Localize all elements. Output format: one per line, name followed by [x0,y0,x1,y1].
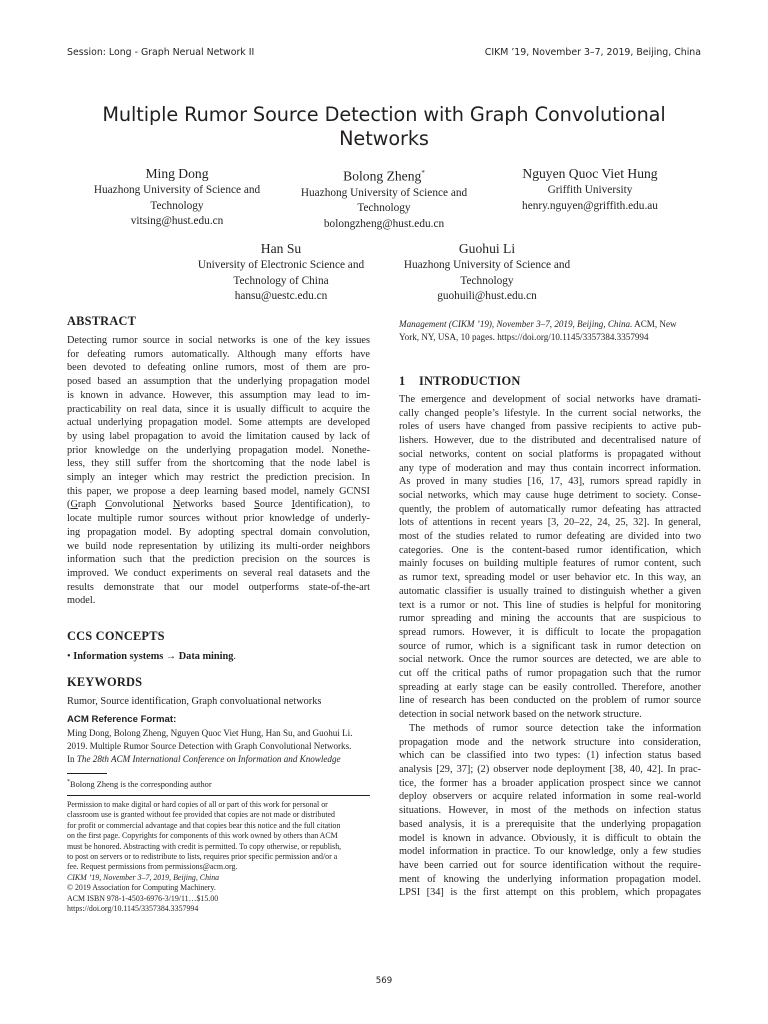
text-line: we build node representation by utilizing its multi-order neighbors [67,540,370,552]
permission-text [67,800,370,873]
text-line: (Graph Convolutional Networks based Source Identification), to [67,499,370,511]
author-name: Nguyen Quoc Viet Hung [522,166,658,181]
ccs-item-information-systems: Information systems [73,651,164,662]
footnote-rule [67,773,107,774]
author-affiliation: Technology [460,274,514,287]
text-line: which can be classified into two types: (1) infection status based [399,750,701,762]
author-email[interactable]: hansu@uestc.edu.cn [234,290,328,303]
author-affiliation: Technology of China [233,274,329,287]
running-header [67,47,701,61]
author-block [284,165,484,232]
author-affiliation: Huazhong University of Science and [300,186,468,199]
permission-conference: CIKM ’19, November 3–7, 2019, Beijing, China [67,872,220,882]
ccs-section [67,629,370,664]
text-line: for defeating rumors automatically. Although many efforts have [67,348,370,360]
permission-isbn: ACM ISBN 978-1-4503-6976-3/19/11…$15.00 [67,893,219,903]
acm-reference-format [67,714,370,766]
corresponding-author-mark: * [421,169,425,177]
text-line: Detecting rumor source in social networks is one of the key issues [67,335,370,346]
author-affiliation: Griffith University [547,184,633,196]
ccs-arrow: → [165,651,177,662]
text-line: LPSI [34] is the first attempt on this problem, which propagates [399,887,701,899]
text-line: ment of knowing the underlying information propagation model. [399,873,701,885]
abstract-section [67,314,370,608]
text-line: lishers. However, due to the distributed and decentralised nature of [399,435,701,447]
header-session: Session: Long - Graph Nerual Network II [67,47,255,58]
text-line: practicability on real data, since it is usually difficult to acquire the [67,403,370,415]
text-line: most of the studies related to rumor defeating are divided into two [399,531,701,543]
introduction-heading: 1 INTRODUCTION [399,374,521,388]
ccs-bullet: • [67,651,71,662]
text-line: less, they still suffer from the shortcoming that the node label is [67,458,370,470]
text-line: improved. We conduct experiments on several real datasets and the [67,567,370,579]
author-name: Guohui Li [458,241,516,256]
acm-reference-heading: ACM Reference Format: [67,714,177,725]
text-line: results demonstrate that our model outperforms state-of-the-art [67,581,370,593]
text-line: deploy observers or acquire related information in some real-world [399,791,701,803]
text-line: ing propagation model. By adopting spectral domain convolution, [67,526,370,538]
text-line: prior knowledge on the underlying propagation model. Nonethe- [67,444,370,456]
text-line: detection in social network based on the network structure. [399,709,642,721]
text-line: Permission to make digital or hard copies of all or part of this work for personal or [67,800,328,809]
header-conference: CIKM ’19, November 3–7, 2019, Beijing, China [484,47,701,58]
text-line: model is known in advance. Obviously, it is difficult to obtain the [399,832,701,844]
author-email[interactable]: bolongzheng@hust.edu.cn [323,217,445,230]
keywords-section [67,675,370,709]
text-line: rumor spreading and mining the accounts that are suspicious to [399,613,701,625]
text-line: source of rumor, which is a significant task in rumor detection on [399,640,701,652]
abstract-text [67,334,370,608]
acm-reference-text: Ming Dong, Bolong Zheng, Nguyen Quoc Viet Hung, Han Su, and Guohui Li. 2019. Multiple Rumor Source Detection with Graph Convolutional Networks. In The 28th ACM International Conference on Information and Knowledge [67,728,353,764]
text-line: quently, the problem of automatically rumor defeating has attracted [399,503,701,515]
text-line: lots of attentions in recent years [3, 20–22, 24, 25, 32]. In general, [399,517,701,529]
text-line: for profit or commercial advantage and that copies bear this notice and the full citation [67,820,341,830]
text-line: The methods of rumor source detection take the information [409,722,701,734]
footnote [67,777,370,790]
text-line: model. [67,595,96,607]
text-line: cut off the critical paths of rumor propagation such that the rumor [399,668,701,680]
introduction-text [399,393,701,900]
introduction-section [399,374,701,900]
text-line: social networks, which may cause huge detriment to society. Conse- [399,489,701,501]
text-line: categories. One is the content-based rumor identification, which [399,544,701,556]
text-line: The emergence and development of social networks have dramati- [399,394,701,405]
text-line: this paper, we propose a deep learning based model, namely GCNSI [67,485,370,497]
author-affiliation: Huazhong University of Science and [93,184,261,196]
text-line: analysis [29, 37]; (2) observer node deployment [38, 40, 42]. In prac- [399,763,701,775]
text-line: As proved in many studies [16, 17, 43], rumors spread rapidly in [399,476,701,488]
text-line: locate multiple rumor sources without prior knowledge of underly- [67,513,370,525]
author-affiliation: University of Electronic Science and [197,259,365,271]
text-line: spread rumors. However, it is difficult to locate the propagation [399,626,701,638]
author-block [181,240,381,305]
text-line: simply an integer which may restrict the prediction precision. In [67,472,370,484]
title-line-1: Multiple Rumor Source Detection with Graph Convolutional [102,103,666,126]
author-block [387,240,587,305]
text-line: social networks, content on social platforms is propagated without [399,448,701,460]
author-name: Bolong Zheng* [343,168,425,184]
abstract-heading: ABSTRACT [67,314,137,328]
keywords-text: Rumor, Source identification, Graph convoluational networks [67,696,322,707]
author-block [490,165,690,214]
text-line: fee. Request permissions from permissions@acm.org. [67,862,238,872]
section-number: 1 [399,374,406,388]
text-line: must be honored. Abstracting with credit is permitted. To copy otherwise, or republish, [67,841,342,851]
text-line: model information in practice. To our knowledge, only a few studies [399,846,701,858]
ccs-item-data-mining: Data mining [178,651,234,662]
author-email[interactable]: henry.nguyen@griffith.edu.au [522,199,658,212]
text-line: information such that the prediction precision on the sources is [67,554,370,566]
author-block [77,165,277,230]
ccs-heading: CCS CONCEPTS [67,629,165,643]
text-line: been devoted to defeating online rumors, most of them are pro- [67,362,370,374]
author-affiliation: Technology [150,199,204,212]
paper-title [67,103,701,151]
author-name: Han Su [260,241,302,256]
text-line: as rumor text, spreading model or user behavior etc. In this way, an [399,572,701,584]
permission-rule [67,795,370,796]
text-line: line of research has been conducted on the problem of rumor source [399,695,701,707]
text-line: cally changed people’s lifestyle. In the current social networks, the [399,407,701,419]
text-line: to post on servers or to redistribute to lists, requires prior specific permission and/or a [67,852,338,862]
text-line: text is a rumor or not. This line of studies is helpful for monitoring [399,599,701,611]
text-line: mainly focuses on building multiple features of rumor content, such [399,558,701,570]
footnote-mark: * [67,779,70,785]
ccs-concepts: • Information systems → Data mining. [67,651,236,662]
text-line: spreading at early stage can be easily controlled. Therefore, another [399,681,701,693]
text-line: is known in advance. However, this assumption may lead to im- [67,389,370,401]
author-affiliation: Technology [357,202,411,215]
author-email[interactable]: vitsing@hust.edu.cn [130,215,224,228]
text-line: automatic classifier is usually trained to distinguish whether a given [399,585,701,597]
author-name: Ming Dong [145,166,209,181]
text-line: situations. However, in most of the methods on infection status [399,805,701,817]
author-affiliation: Huazhong University of Science and [403,259,571,271]
author-email[interactable]: guohuili@hust.edu.cn [437,290,537,303]
acm-reference-continued: Management (CIKM ’19), November 3–7, 2019, Beijing, China. ACM, New York, NY, USA, 10 pages. https://doi.org/10.1145/3357384.3357994 [399,319,677,342]
text-line: on the first page. Copyrights for components of this work owned by others than ACM [67,831,338,841]
page-number: 569 [375,976,393,986]
footnote-text: Bolong Zheng is the corresponding author [70,779,212,789]
text-line: roles of users have changed from passive recipients to active pub- [399,421,701,433]
text-line: based analysis, it is a prerequisite that the underlying propagation [399,818,701,830]
text-line: classroom use is granted without fee provided that copies are not made or distributed [67,810,335,820]
keywords-heading: KEYWORDS [67,675,143,689]
text-line: have been carried out for source identification without the require- [399,859,701,871]
text-line: actual underlying propagation model. Some attempts are developed [67,417,370,429]
text-line: posed based an assumption that the underlying propagation model [67,376,370,388]
permission-block [67,800,370,914]
text-line: tice, the former has a broader application prospect since we cannot [399,777,701,789]
title-line-2: Networks [339,127,429,150]
text-line: propagation mode and the network structure into consideration, [399,736,701,748]
text-line: any type of moderation and may thus contain incorrect information. [399,462,701,474]
text-line: social network. Once the rumor sources are detected, we are able to [399,654,701,666]
permission-copyright: © 2019 Association for Computing Machinery. [67,883,216,893]
text-line: by using label propagation to avoid the limitation caused by lack of [67,430,370,442]
permission-doi[interactable]: https://doi.org/10.1145/3357384.3357994 [67,904,199,914]
